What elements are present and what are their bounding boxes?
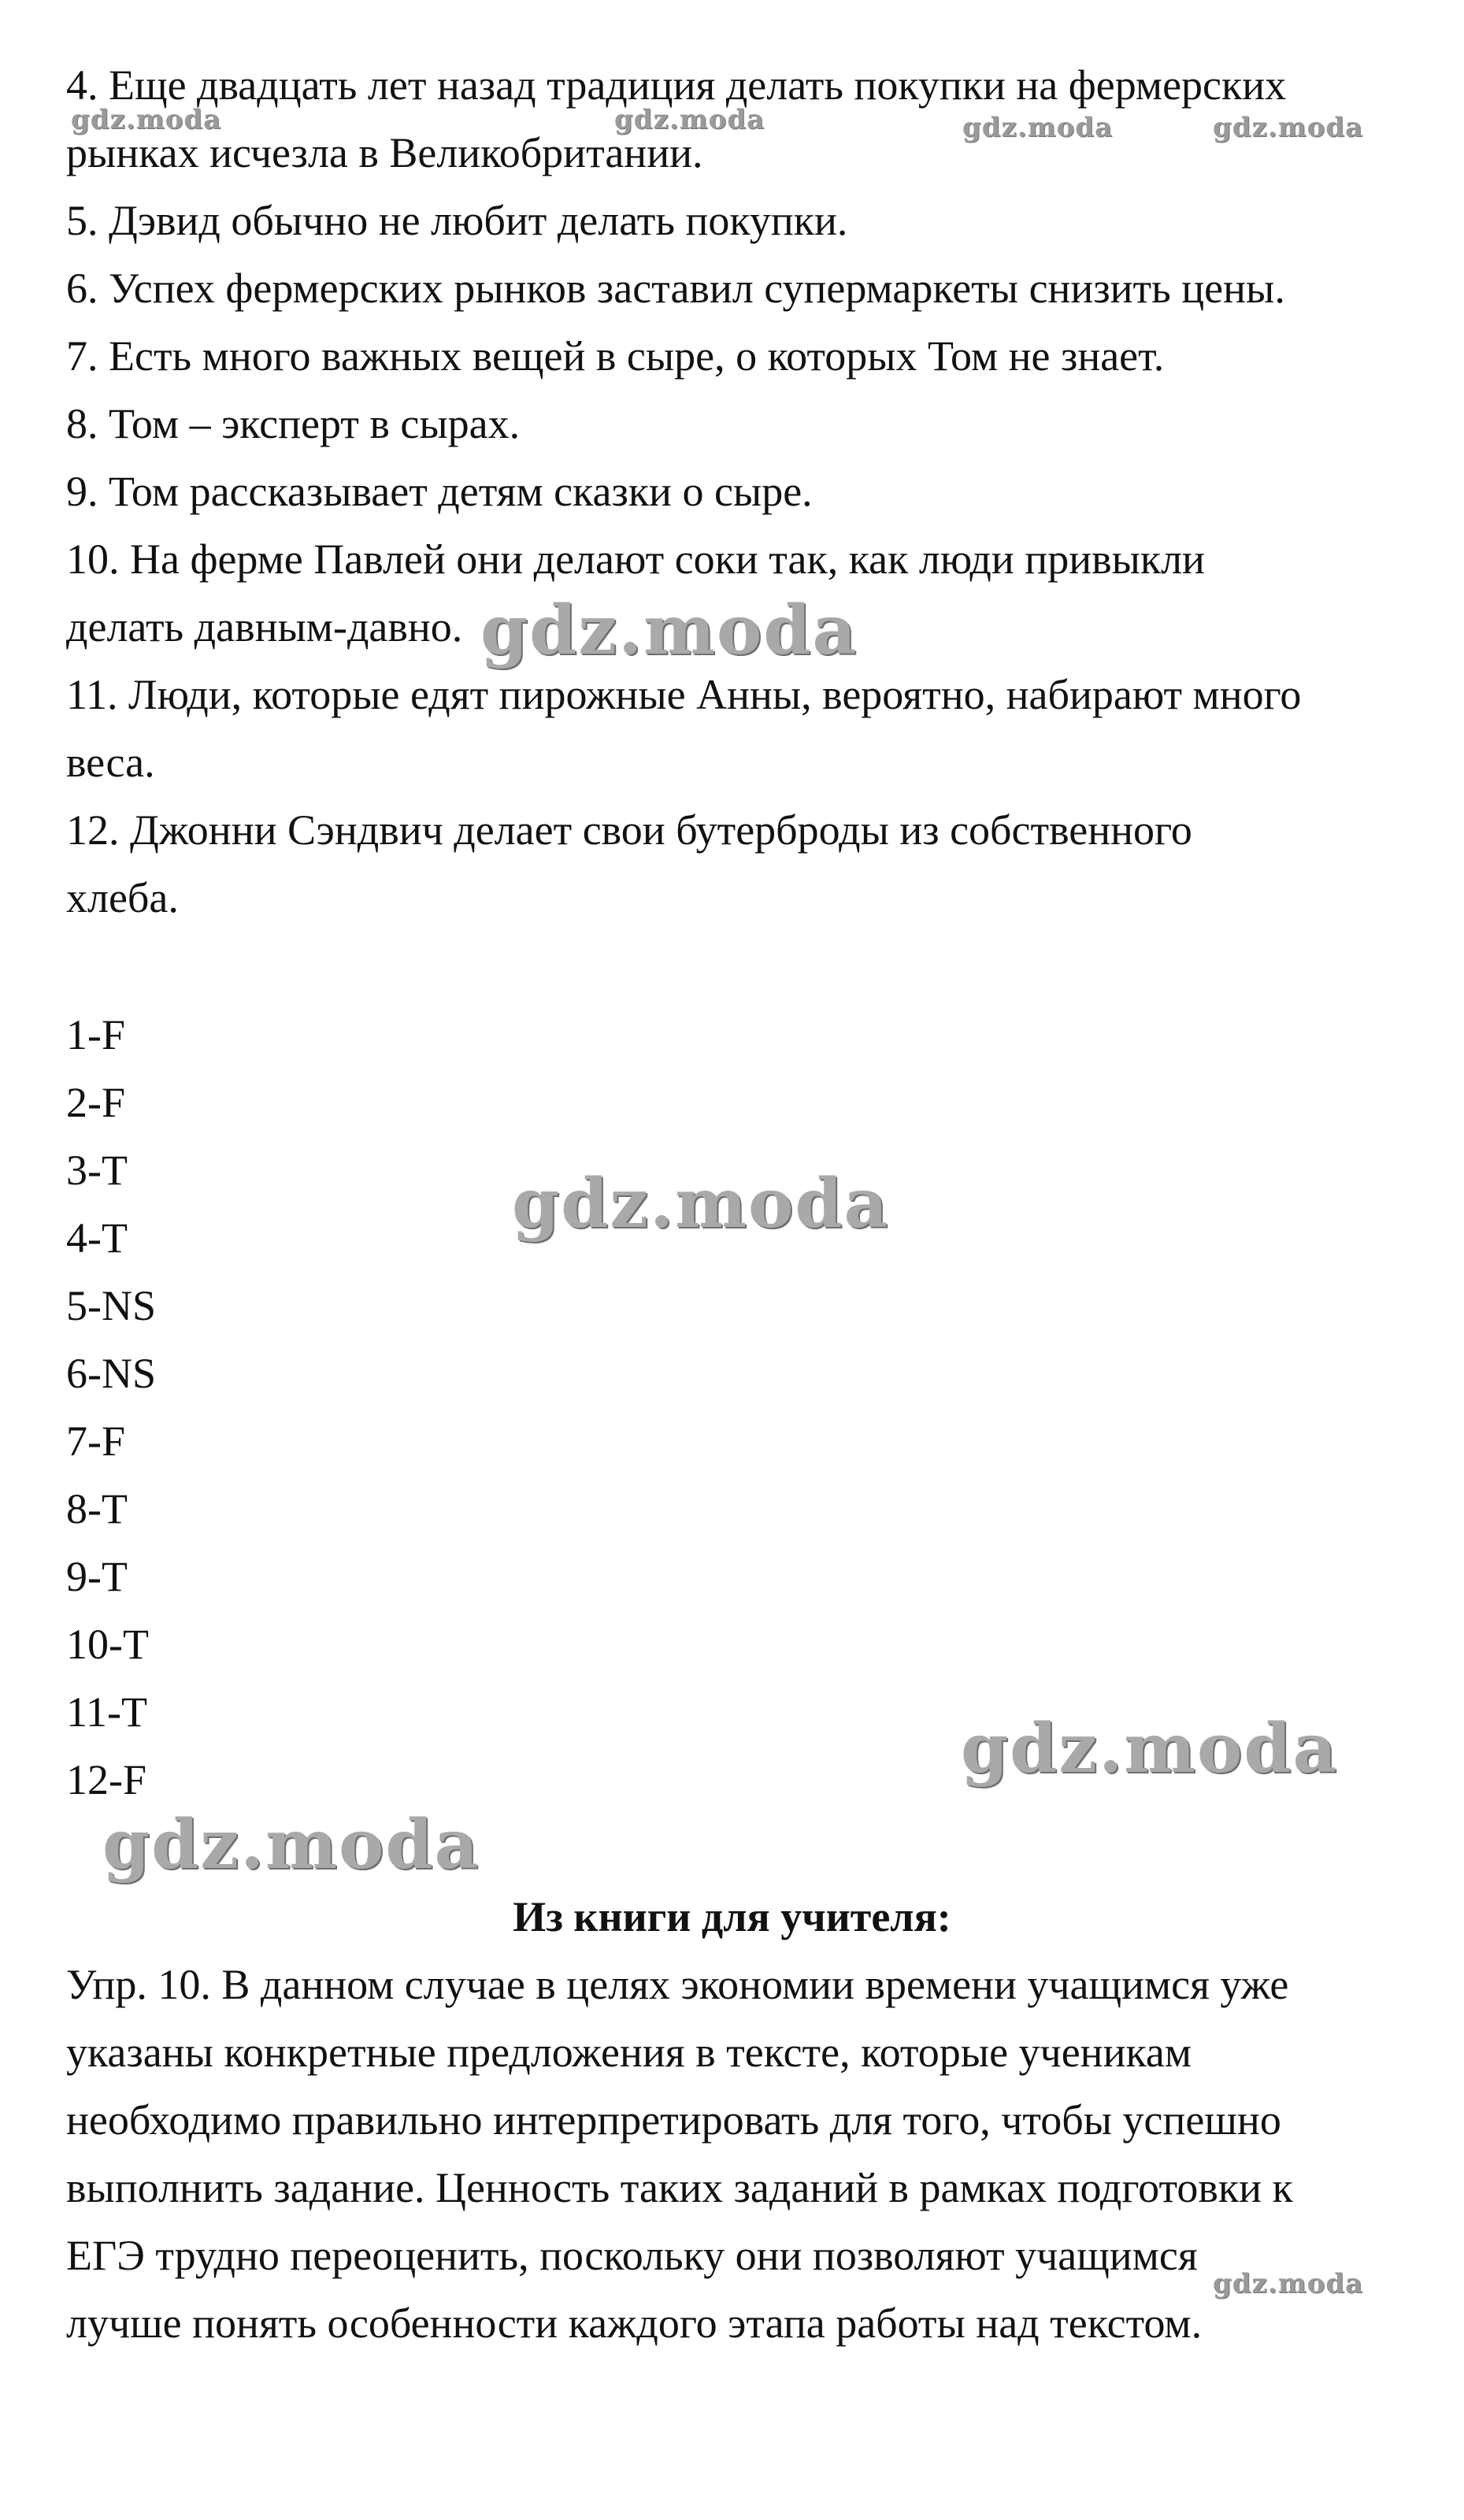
watermark: gdz.moda [102, 1805, 480, 1884]
answer-item: 2-F [66, 1079, 126, 1126]
answer-item: 9-T [66, 1553, 128, 1600]
watermark: gdz.moda [962, 112, 1114, 143]
question-line: 7. Есть много важных вещей в сыре, о которых Том не знает. [66, 332, 1165, 380]
question-line: хлеба. [66, 874, 179, 921]
answer-item: 10-T [66, 1621, 149, 1668]
answer-item: 7-F [66, 1418, 126, 1465]
answer-item: 3-T [66, 1147, 128, 1194]
answer-item: 5-NS [66, 1282, 157, 1329]
question-line: 9. Том рассказывает детям сказки о сыре. [66, 468, 813, 515]
watermark: gdz.moda [614, 104, 765, 135]
teacher-text-line: Упр. 10. В данном случае в целях экономии времени учащимся уже [66, 1961, 1289, 2008]
question-line: рынках исчезла в Великобритании. [66, 129, 703, 176]
question-line: 10. На ферме Павлей они делают соки так, как люди привыкли [66, 536, 1205, 583]
watermark: gdz.moda [1213, 2268, 1364, 2300]
question-line: 4. Еще двадцать лет назад традиция делать покупки на фермерских [66, 61, 1287, 109]
answer-item: 11-T [66, 1688, 147, 1736]
watermark: gdz.moda [1213, 112, 1364, 143]
watermark: gdz.moda [961, 1709, 1339, 1788]
watermark: gdz.moda [480, 591, 858, 670]
watermark: gdz.moda [512, 1164, 890, 1243]
teacher-text-line: указаны конкретные предложения в тексте, которые ученикам [66, 2029, 1192, 2076]
teacher-heading: Из книги для учителя: [513, 1893, 951, 1940]
teacher-text-line: ЕГЭ трудно переоценить, поскольку они позволяют учащимся [66, 2232, 1198, 2279]
answer-item: 6-NS [66, 1350, 157, 1397]
teacher-text-line: необходимо правильно интерпретировать для того, чтобы успешно [66, 2096, 1281, 2144]
question-line: 5. Дэвид обычно не любит делать покупки. [66, 197, 848, 244]
question-line: 11. Люди, которые едят пирожные Анны, вероятно, набирают много [66, 671, 1302, 718]
teacher-text-line: выполнить задание. Ценность таких заданий в рамках подготовки к [66, 2164, 1293, 2211]
question-line: делать давным-давно. [66, 603, 463, 650]
answer-item: 4-T [66, 1214, 128, 1262]
question-line: 12. Джонни Сэндвич делает свои бутерброды из собственного [66, 806, 1192, 854]
watermark: gdz.moda [71, 104, 222, 135]
answer-item: 12-F [66, 1756, 147, 1803]
question-line: 8. Том – эксперт в сырах. [66, 400, 521, 447]
answer-item: 1-F [66, 1011, 126, 1058]
teacher-text-line: лучше понять особенности каждого этапа работы над текстом. [66, 2300, 1203, 2347]
question-line: 6. Успех фермерских рынков заставил супермаркеты снизить цены. [66, 265, 1285, 312]
question-line: веса. [66, 739, 155, 786]
answer-item: 8-T [66, 1485, 128, 1532]
